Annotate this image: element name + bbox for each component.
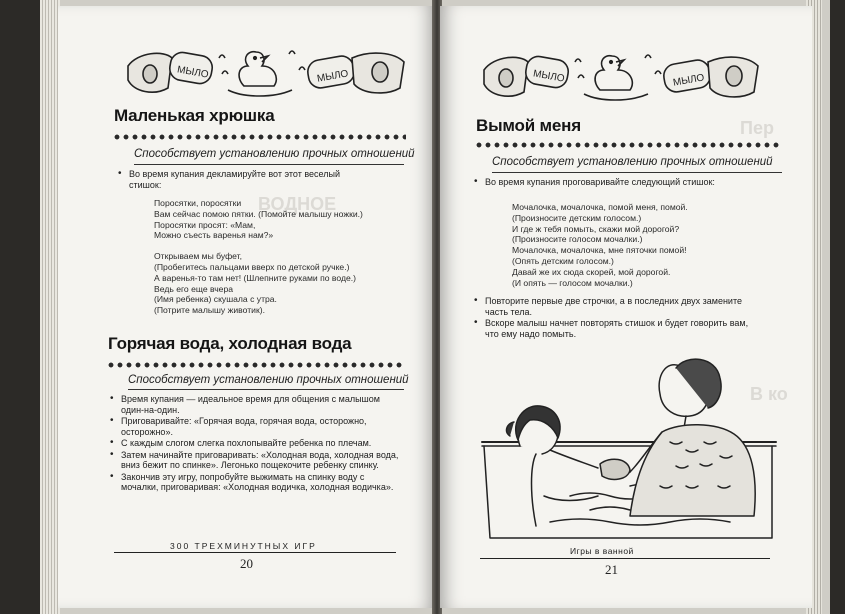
verse-line: Вам сейчас помою пятки. (Помойте малышу ножки.): [154, 208, 363, 219]
verse-line: Мочалочка, мочалочка, помой меня, помой.: [512, 202, 688, 212]
bullet-list: [118, 169, 373, 191]
running-footer: Игры в ванной: [570, 546, 634, 556]
footer-rule: [480, 558, 770, 559]
verse-line: (И опять — голосом мочалки.): [512, 277, 633, 288]
verse-line: (Потрите малышу животик).: [154, 305, 265, 316]
section-title-wash-me: Вымой меня: [476, 116, 581, 135]
list-item: • Во время купания декламируйте вот этот веселый стишок:: [118, 169, 373, 190]
list-item: • Во время купания проговаривайте следующий стишок:: [474, 177, 774, 188]
bleed-through-text: ВОДНОЕ: [258, 194, 337, 214]
soap-duck-ornament-icon: [480, 48, 764, 110]
running-footer: 300 ТРЕХМИНУТНЫХ ИГР: [170, 541, 317, 551]
verse-block: [154, 198, 363, 316]
list-item: • Повторите первые две строчки, а в последних двух замените часть тела.: [474, 296, 764, 317]
dotted-divider: [108, 362, 404, 368]
footer-rule: [114, 552, 396, 553]
bullet-list: [474, 177, 774, 189]
section-title-hot-cold-water: Горячая вода, холодная вода: [108, 334, 352, 353]
verse-line: (Произносите голосом мочалки.): [512, 234, 643, 245]
right-page: [440, 6, 812, 608]
verse-line: Поросятки просят: «Мам,: [154, 219, 256, 230]
verse-line: Мочалочка, мочалочка, мне пяточки помой!: [512, 245, 687, 256]
soap-label: МЫЛО: [532, 68, 566, 85]
list-item: • Закончив эту игру, попробуйте выжимать на спинку воду с мочалки, приговаривая: «Холодная водичка, холодная водичка».: [110, 472, 400, 493]
verse-line: Можно съесть варенья нам?»: [154, 230, 274, 241]
section-subtitle: Способствует установлению прочных отношений: [128, 374, 409, 386]
left-page: [58, 6, 434, 608]
verse-line: Поросятки, поросятки: [154, 198, 242, 208]
bath-illustration: [480, 346, 780, 544]
bullet-list: [110, 394, 400, 494]
dotted-divider: [476, 142, 782, 148]
soap-label: МЫЛО: [672, 72, 706, 89]
page-edges-left: [40, 0, 60, 614]
verse-line: А варенья-то там нет! (Шлепните руками по воде.): [154, 272, 357, 283]
page-number: 21: [605, 562, 618, 577]
soap-label: МЫЛО: [316, 68, 350, 85]
page-number: 20: [240, 556, 253, 571]
bullet-list: [474, 296, 764, 340]
verse-line: Открываем мы буфет,: [154, 251, 243, 262]
verse-line: (Имя ребенка) скушала с утра.: [154, 294, 277, 305]
verse-block: [512, 202, 688, 288]
list-item: • С каждым слогом слегка похлопывайте ребенка по плечам.: [110, 438, 400, 449]
section-subtitle: Способствует установлению прочных отношений: [492, 156, 773, 168]
soap-label: МЫЛО: [176, 64, 210, 81]
subtitle-underline: [128, 389, 404, 390]
bleed-through-text: Пер: [740, 118, 774, 138]
section-subtitle: Способствует установлению прочных отношений: [134, 148, 415, 160]
verse-line: И где ж тебя помыть, скажи мой дорогой?: [512, 223, 680, 234]
verse-line: Ведь его еще вчера: [154, 283, 234, 294]
subtitle-underline: [492, 172, 782, 173]
list-item: • Вскоре малыш начнет повторять стишок и будет говорить вам, что ему надо помыть.: [474, 318, 764, 339]
verse-line: (Пробегитесь пальцами вверх по детской ручке.): [154, 261, 350, 272]
subtitle-underline: [134, 164, 404, 165]
list-item: • Затем начинайте приговаривать: «Холодная вода, холодная вода, вниз бежит по спинке». Легонько пощекочите ребенку спинку.: [110, 450, 400, 471]
verse-line: Давай же их сюда скорей, мой дорогой.: [512, 266, 671, 277]
dotted-divider: [114, 134, 406, 140]
verse-line: (Опять детским голосом.): [512, 255, 614, 266]
list-item: • Время купания — идеальное время для общения с малышом один-на-один.: [110, 394, 400, 415]
list-item: • Приговаривайте: «Горячая вода, горячая вода, осторожно, осторожно».: [110, 416, 400, 437]
section-title-little-piggy: Маленькая хрюшка: [114, 106, 275, 125]
verse-line: (Произносите детским голосом.): [512, 212, 642, 223]
verse-gap: [154, 241, 363, 251]
bleed-through-text: В ко: [750, 384, 788, 404]
soap-duck-ornament-icon: [124, 44, 412, 106]
